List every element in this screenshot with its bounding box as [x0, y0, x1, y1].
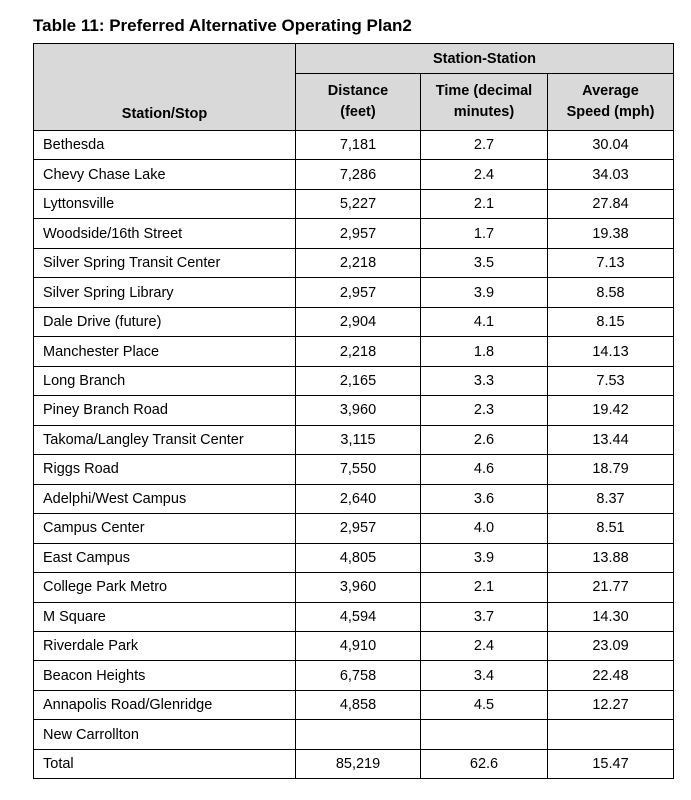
- speed-cell: 7.53: [548, 366, 674, 395]
- speed-cell: 23.09: [548, 631, 674, 660]
- time-cell: 2.6: [421, 425, 548, 454]
- table-title: Table 11: Preferred Alternative Operating Plan2: [33, 16, 412, 35]
- speed-cell: 8.37: [548, 484, 674, 513]
- distance-cell: 3,115: [296, 425, 421, 454]
- speed-cell: 34.03: [548, 160, 674, 189]
- column-header-time: [421, 74, 548, 131]
- time-cell: 3.9: [421, 543, 548, 572]
- distance-cell: 2,904: [296, 307, 421, 336]
- time-cell: 2.4: [421, 160, 548, 189]
- speed-cell: 19.42: [548, 396, 674, 425]
- column-header-station: [34, 44, 296, 131]
- table-row: [34, 602, 674, 631]
- time-cell: 1.8: [421, 337, 548, 366]
- station-cell: Woodside/16th Street: [34, 219, 296, 248]
- time-cell: 1.7: [421, 219, 548, 248]
- distance-cell: 7,286: [296, 160, 421, 189]
- station-cell: M Square: [34, 602, 296, 631]
- speed-cell: 13.88: [548, 543, 674, 572]
- time-cell: 4.1: [421, 307, 548, 336]
- time-cell: 3.9: [421, 278, 548, 307]
- station-cell: Silver Spring Library: [34, 278, 296, 307]
- station-cell: Campus Center: [34, 514, 296, 543]
- station-cell: College Park Metro: [34, 573, 296, 602]
- table-row: [34, 425, 674, 454]
- speed-cell: 8.58: [548, 278, 674, 307]
- station-cell: Takoma/Langley Transit Center: [34, 425, 296, 454]
- time-cell: 4.0: [421, 514, 548, 543]
- table-row: [34, 543, 674, 572]
- table-row: [34, 749, 674, 778]
- table-row: [34, 631, 674, 660]
- table-row: [34, 484, 674, 513]
- time-cell: 4.6: [421, 455, 548, 484]
- table-row: [34, 189, 674, 218]
- station-cell: Dale Drive (future): [34, 307, 296, 336]
- time-cell: 2.1: [421, 189, 548, 218]
- speed-cell: 22.48: [548, 661, 674, 690]
- speed-cell: 8.51: [548, 514, 674, 543]
- column-group-header: [296, 44, 674, 74]
- time-cell: 2.1: [421, 573, 548, 602]
- table-row: [34, 219, 674, 248]
- speed-header-line2: Speed (mph): [566, 104, 655, 120]
- distance-cell: 4,805: [296, 543, 421, 572]
- distance-cell: 2,165: [296, 366, 421, 395]
- distance-cell: 4,594: [296, 602, 421, 631]
- speed-cell: 7.13: [548, 248, 674, 277]
- station-cell: Total: [34, 749, 296, 778]
- table-row: [34, 366, 674, 395]
- distance-cell: 3,960: [296, 396, 421, 425]
- distance-cell: 2,640: [296, 484, 421, 513]
- table-row: [34, 720, 674, 749]
- table-row: [34, 307, 674, 336]
- table-row: [34, 396, 674, 425]
- distance-cell: 2,957: [296, 514, 421, 543]
- speed-cell: 12.27: [548, 690, 674, 719]
- speed-cell: 18.79: [548, 455, 674, 484]
- distance-cell: 7,550: [296, 455, 421, 484]
- speed-header-line1: Average: [582, 83, 639, 99]
- table-row: [34, 661, 674, 690]
- table-row: [34, 278, 674, 307]
- distance-cell: 85,219: [296, 749, 421, 778]
- speed-cell: 13.44: [548, 425, 674, 454]
- station-cell: Bethesda: [34, 131, 296, 160]
- station-cell: New Carrollton: [34, 720, 296, 749]
- time-header-line2: minutes): [453, 104, 515, 120]
- distance-cell: 4,858: [296, 690, 421, 719]
- time-cell: 3.5: [421, 248, 548, 277]
- distance-cell: 2,957: [296, 278, 421, 307]
- time-cell: 3.7: [421, 602, 548, 631]
- speed-cell: 14.30: [548, 602, 674, 631]
- column-header-speed: [548, 74, 674, 131]
- distance-cell: 2,218: [296, 337, 421, 366]
- station-cell: Manchester Place: [34, 337, 296, 366]
- distance-header-line2: (feet): [340, 104, 376, 120]
- station-cell: Silver Spring Transit Center: [34, 248, 296, 277]
- station-cell: Riggs Road: [34, 455, 296, 484]
- time-cell: 4.5: [421, 690, 548, 719]
- time-cell: 2.3: [421, 396, 548, 425]
- time-cell: 2.7: [421, 131, 548, 160]
- distance-cell: 6,758: [296, 661, 421, 690]
- distance-cell: 3,960: [296, 573, 421, 602]
- station-cell: Adelphi/West Campus: [34, 484, 296, 513]
- station-cell: Long Branch: [34, 366, 296, 395]
- table-row: [34, 690, 674, 719]
- distance-cell: 7,181: [296, 131, 421, 160]
- distance-cell: 4,910: [296, 631, 421, 660]
- speed-cell: 19.38: [548, 219, 674, 248]
- time-cell: 3.4: [421, 661, 548, 690]
- operating-plan-table: [33, 43, 674, 779]
- station-cell: Chevy Chase Lake: [34, 160, 296, 189]
- station-cell: Beacon Heights: [34, 661, 296, 690]
- table-row: [34, 337, 674, 366]
- distance-cell: 5,227: [296, 189, 421, 218]
- column-header-distance: [296, 74, 421, 131]
- distance-cell: 2,957: [296, 219, 421, 248]
- speed-cell: 15.47: [548, 749, 674, 778]
- table-row: [34, 160, 674, 189]
- time-cell: 62.6: [421, 749, 548, 778]
- time-cell: 3.3: [421, 366, 548, 395]
- distance-cell: 2,218: [296, 248, 421, 277]
- table-row: [34, 573, 674, 602]
- station-cell: Lyttonsville: [34, 189, 296, 218]
- station-cell: East Campus: [34, 543, 296, 572]
- table-row: [34, 514, 674, 543]
- station-cell: Riverdale Park: [34, 631, 296, 660]
- time-cell: 2.4: [421, 631, 548, 660]
- column-header-station-label: Station/Stop: [121, 106, 208, 122]
- speed-cell: [548, 720, 674, 749]
- distance-cell: [296, 720, 421, 749]
- table-row: [34, 248, 674, 277]
- speed-cell: 30.04: [548, 131, 674, 160]
- table-body: [34, 131, 674, 779]
- table-row: [34, 455, 674, 484]
- column-group-label: Station-Station: [432, 50, 537, 67]
- speed-cell: 8.15: [548, 307, 674, 336]
- time-cell: 3.6: [421, 484, 548, 513]
- station-cell: Annapolis Road/Glenridge: [34, 690, 296, 719]
- speed-cell: 27.84: [548, 189, 674, 218]
- speed-cell: 21.77: [548, 573, 674, 602]
- speed-cell: 14.13: [548, 337, 674, 366]
- distance-header-line1: Distance: [327, 83, 389, 99]
- station-cell: Piney Branch Road: [34, 396, 296, 425]
- time-cell: [421, 720, 548, 749]
- time-header-line1: Time (decimal: [435, 83, 533, 99]
- table-row: [34, 131, 674, 160]
